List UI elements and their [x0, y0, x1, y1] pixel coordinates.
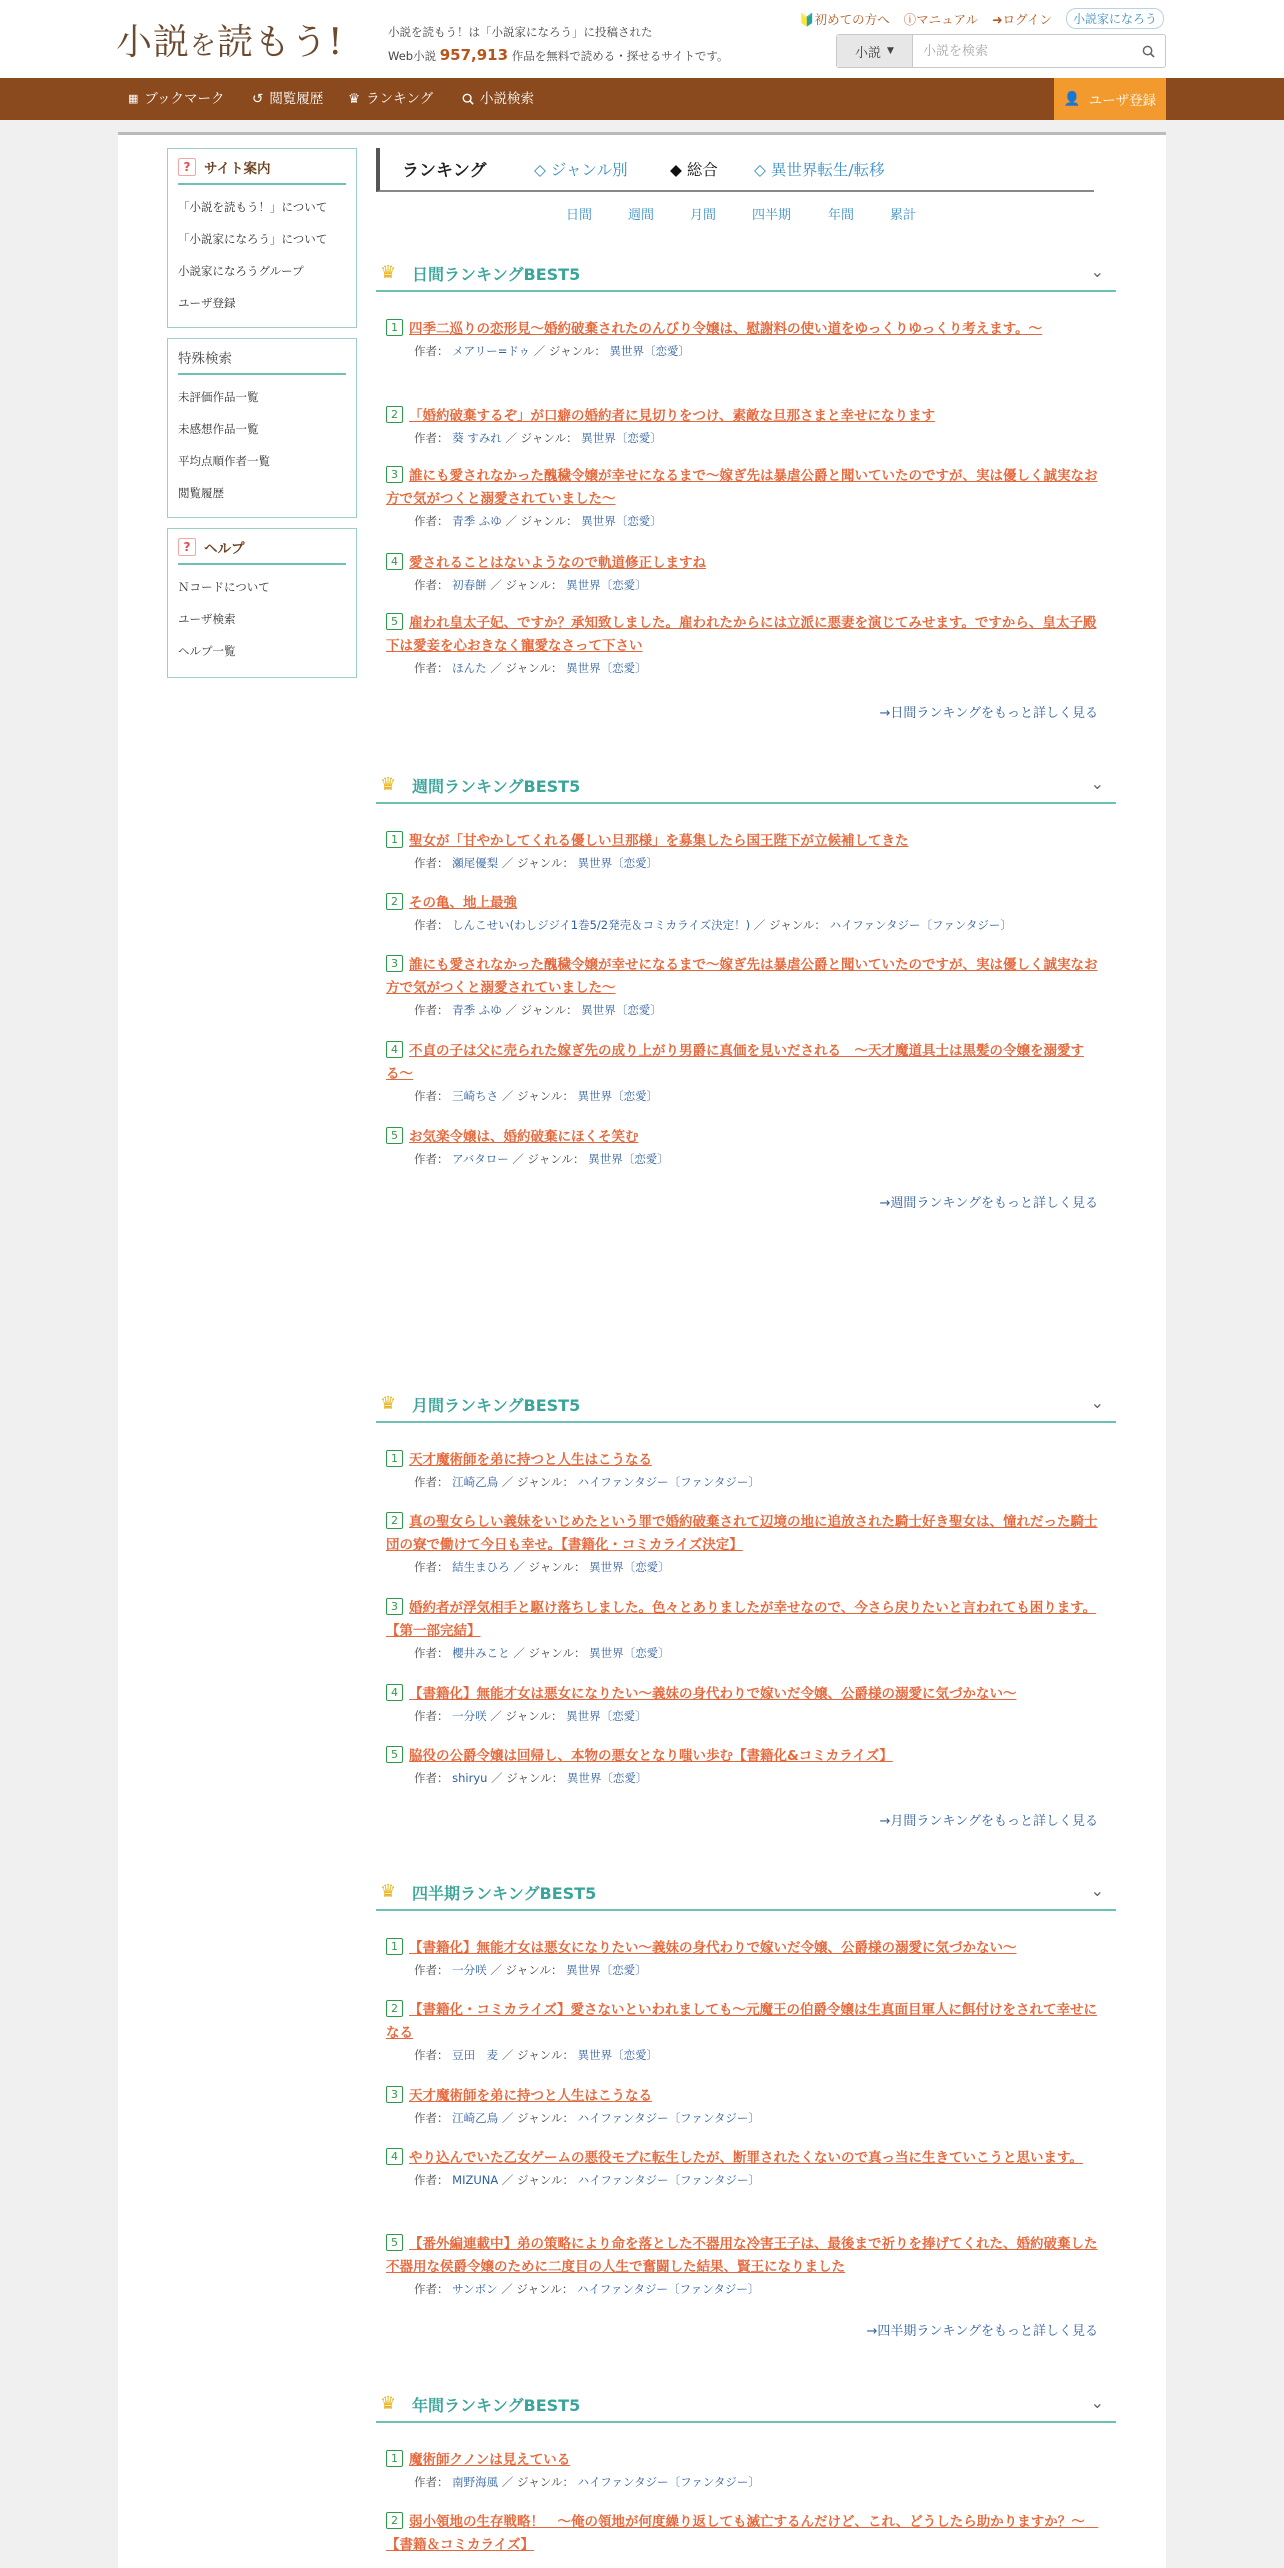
genre-link[interactable]: 異世界〔恋愛〕	[581, 1003, 662, 1017]
sidebar-item-narou-group[interactable]: 小説家になろうグループ	[178, 264, 304, 278]
tab-isekai[interactable]: ◇ 異世界転生/転移	[754, 161, 885, 179]
sidebar-item-about-yomou[interactable]: 「小説を読もう！」について	[178, 200, 328, 214]
genre-link[interactable]: 異世界〔恋愛〕	[581, 431, 662, 445]
section-title: 月間ランキングBEST5	[412, 1396, 581, 1415]
novel-title-link[interactable]: 2 【書籍化・コミカライズ】愛さないといわれましても〜元魔王の伯爵令嬢は生真面目軍人に餌付けをされて幸せになる	[386, 2002, 1097, 2041]
novel-meta: 作者： 櫻井みこと ／ ジャンル： 異世界〔恋愛〕	[414, 1646, 670, 1660]
novel-meta: 作者： 江崎乙鳥 ／ ジャンル： ハイファンタジー〔ファンタジー〕	[414, 1475, 760, 1489]
novel-title-link[interactable]: 1 魔術師クノンは見えている	[386, 2449, 1106, 2472]
genre-link[interactable]: ハイファンタジー〔ファンタジー〕	[577, 2111, 760, 2125]
novel-title-link[interactable]: 5 お気楽令嬢は、婚約破棄にほくそ笑む	[386, 1126, 1106, 1149]
section-header-monthly[interactable]	[376, 1385, 1116, 1423]
section-header-quarterly[interactable]	[376, 1873, 1116, 1911]
more-ranking-link-weekly[interactable]: →週間ランキングをもっと詳しく見る	[879, 1196, 1098, 1211]
author-link[interactable]: ほんた	[452, 661, 487, 675]
rank-badge: 2	[386, 2000, 403, 2017]
novel-meta: 作者： サンボン ／ ジャンル： ハイファンタジー〔ファンタジー〕	[414, 2282, 760, 2296]
novel-title-link[interactable]: 1 【書籍化】無能才女は悪女になりたい〜義妹の身代わりで嫁いだ令嬢、公爵様の溺愛に気づかない〜	[386, 1937, 1106, 1960]
novel-title-link[interactable]: 2 弱小領地の生存戦略！ 〜俺の領地が何度繰り返しても滅亡するんだけど、これ、どうしたら助かりますか？〜 【書籍＆コミカライズ】	[386, 2514, 1099, 2553]
author-link[interactable]: 瀬尾優梨	[452, 856, 499, 870]
novel-title-link[interactable]: 2 その亀、地上最強	[386, 892, 1106, 915]
search-bar	[836, 34, 1166, 68]
ranking-entry	[386, 1126, 1106, 1167]
sidebar-item-unrated[interactable]: 未評価作品一覧	[178, 390, 259, 404]
ranking-entry	[386, 2085, 1106, 2126]
novel-title-link[interactable]: 3 誰にも愛されなかった醜穢令嬢が幸せになるまで〜嫁ぎ先は暴虐公爵と聞いていたのですが、実は優しく誠実なお方で気がつくと溺愛されていました〜	[386, 957, 1098, 996]
period-weekly[interactable]: 週間	[628, 208, 655, 223]
search-icon	[1142, 45, 1155, 58]
author-link[interactable]: 櫻井みこと	[452, 1646, 510, 1660]
chevron-down-icon[interactable]: ⌄	[1090, 262, 1104, 281]
genre-link[interactable]: 異世界〔恋愛〕	[589, 1646, 670, 1660]
rank-badge: 2	[386, 1512, 403, 1529]
section-header-daily[interactable]	[376, 254, 1116, 292]
ranking-entry	[386, 1597, 1106, 1661]
help-circle-icon: ⓘ	[903, 11, 917, 27]
section-title: 年間ランキングBEST5	[412, 2396, 581, 2415]
rank-badge: 4	[386, 1041, 403, 1058]
more-ranking-link-daily[interactable]: →日間ランキングをもっと詳しく見る	[879, 706, 1098, 721]
novel-count: 957,913	[439, 46, 509, 64]
rank-badge: 2	[386, 2512, 403, 2529]
novel-meta: 作者： 結生まひろ ／ ジャンル： 異世界〔恋愛〕	[414, 1560, 670, 1574]
sidebar-heading: ヘルプ	[204, 541, 245, 557]
rank-badge: 1	[386, 319, 403, 336]
period-total[interactable]: 累計	[890, 208, 917, 223]
genre-link[interactable]: 異世界〔恋愛〕	[566, 1963, 647, 1977]
rank-badge: 3	[386, 466, 403, 483]
novel-meta: 作者： メアリー=ドゥ ／ ジャンル： 異世界〔恋愛〕	[414, 344, 690, 358]
ranking-entry	[386, 465, 1106, 529]
nav-ranking[interactable]: ♛ ランキング	[348, 78, 433, 120]
novel-title-link[interactable]: 3 婚約者が浮気相手と駆け落ちしました。色々とありましたが幸せなので、今さら戻りたいと言われても困ります。【第一部完結】	[386, 1600, 1097, 1639]
author-link[interactable]: アバタロー	[452, 1152, 509, 1166]
novel-meta: 作者： 瀬尾優梨 ／ ジャンル： 異世界〔恋愛〕	[414, 856, 659, 870]
genre-link[interactable]: ハイファンタジー〔ファンタジー〕	[577, 2475, 760, 2489]
more-ranking-link-monthly[interactable]: →月間ランキングをもっと詳しく見る	[879, 1814, 1098, 1829]
rank-badge: 3	[386, 1598, 403, 1615]
novel-title-link[interactable]: 4 やり込んでいた乙女ゲームの悪役モブに転生したが、断罪されたくないので真っ当に生きていこうと思います。	[386, 2147, 1106, 2170]
genre-link[interactable]: 異世界〔恋愛〕	[566, 578, 647, 592]
period-yearly[interactable]: 年間	[828, 208, 855, 223]
site-stats: Web小説 957,913 作品を無料で読める・探せるサイトです。	[388, 46, 729, 64]
author-link[interactable]: 青季 ふゆ	[452, 1003, 502, 1017]
history-icon: ↺	[252, 91, 264, 107]
sidebar-special-search	[167, 338, 357, 518]
genre-link[interactable]: 異世界〔恋愛〕	[577, 856, 659, 870]
first-time-link[interactable]: 🔰初めての方へ	[798, 11, 890, 27]
chevron-down-icon[interactable]: ⌄	[1090, 774, 1104, 793]
ranking-entry	[386, 1511, 1106, 1575]
manual-link[interactable]: ⓘマニュアル	[903, 11, 979, 27]
rank-badge: 5	[386, 1746, 403, 1763]
rank-badge: 2	[386, 893, 403, 910]
ranking-entry	[386, 1937, 1106, 1978]
genre-link[interactable]: 異世界〔恋愛〕	[577, 1089, 659, 1103]
crown-icon: ♛	[380, 1881, 397, 1902]
sidebar-item-about-narou[interactable]: 「小説家になろう」について	[178, 232, 328, 246]
period-daily[interactable]: 日間	[566, 208, 593, 223]
rank-badge: 5	[386, 2234, 403, 2251]
genre-link[interactable]: ハイファンタジー〔ファンタジー〕	[577, 1475, 760, 1489]
sidebar-item-no-review[interactable]: 未感想作品一覧	[178, 422, 259, 436]
user-register-button[interactable]: 👤 ユーザ登録	[1054, 78, 1166, 120]
sidebar-item-user-search[interactable]: ユーザ検索	[178, 612, 236, 626]
author-link[interactable]: 葵 すみれ	[452, 431, 502, 445]
author-link[interactable]: 結生まひろ	[452, 1560, 510, 1574]
novel-meta: 作者： アバタロー ／ ジャンル： 異世界〔恋愛〕	[414, 1152, 669, 1166]
section-header-yearly[interactable]	[376, 2385, 1116, 2423]
period-monthly[interactable]: 月間	[690, 208, 717, 223]
genre-link[interactable]: ハイファンタジー〔ファンタジー〕	[577, 2282, 760, 2296]
genre-link[interactable]: 異世界〔恋愛〕	[589, 1560, 670, 1574]
sidebar-site-guide	[167, 148, 357, 328]
novel-title-link[interactable]: 5 脇役の公爵令嬢は回帰し、本物の悪女となり嗤い歩む【書籍化&コミカライズ】	[386, 1745, 1106, 1768]
ranking-entry	[386, 405, 1106, 446]
novel-meta: 作者： 江崎乙鳥 ／ ジャンル： ハイファンタジー〔ファンタジー〕	[414, 2111, 760, 2125]
author-link[interactable]: 一分咲	[452, 1963, 487, 1977]
more-ranking-link-quarterly[interactable]: →四半期ランキングをもっと詳しく見る	[866, 2324, 1098, 2339]
ranking-entry	[386, 954, 1106, 1018]
sidebar-item-history[interactable]: 閲覧履歴	[178, 486, 224, 500]
novel-title-link[interactable]: 3 誰にも愛されなかった醜穢令嬢が幸せになるまで〜嫁ぎ先は暴虐公爵と聞いていたのですが、実は優しく誠実なお方で気がつくと溺愛されていました〜	[386, 468, 1098, 507]
crown-icon: ♛	[380, 774, 397, 795]
top-links	[799, 8, 1164, 29]
novel-title-link[interactable]: 1 聖女が「甘やかしてくれる優しい旦那様」を募集したら国王陛下が立候補してきた	[386, 830, 1106, 853]
ranking-entry	[386, 2147, 1106, 2188]
section-header-weekly[interactable]	[376, 766, 1116, 804]
site-tagline: 小説を読もう！は「小説家になろう」に投稿された	[388, 25, 653, 39]
sidebar-help	[167, 528, 357, 678]
search-type-select[interactable]: 小説 ▼	[837, 35, 913, 67]
ranking-entry	[386, 1449, 1106, 1490]
help-icon: ?	[178, 158, 196, 176]
genre-link[interactable]: 異世界〔恋愛〕	[581, 514, 662, 528]
ranking-entry	[386, 830, 1106, 871]
search-button[interactable]	[1131, 35, 1165, 67]
author-link[interactable]: 江崎乙鳥	[452, 2111, 499, 2125]
author-link[interactable]: shiryu	[452, 1771, 488, 1785]
sidebar-heading: サイト案内	[204, 161, 271, 177]
rank-badge: 5	[386, 1127, 403, 1144]
chevron-down-icon[interactable]: ⌄	[1090, 1881, 1104, 1900]
novel-meta: 作者： MIZUNA ／ ジャンル： ハイファンタジー〔ファンタジー〕	[414, 2173, 760, 2187]
sidebar-heading: 特殊検索	[178, 351, 232, 367]
rank-badge: 4	[386, 553, 403, 570]
nav-novel-search[interactable]: 小説検索	[462, 78, 534, 120]
help-icon: ?	[178, 538, 196, 556]
author-link[interactable]: 豆田 麦	[452, 2048, 499, 2062]
rank-badge: 2	[386, 406, 403, 423]
sidebar-item-help-list[interactable]: ヘルプ一覧	[178, 644, 236, 658]
novel-meta: 作者： 南野海風 ／ ジャンル： ハイファンタジー〔ファンタジー〕	[414, 2475, 760, 2489]
author-link[interactable]: しんこせい(わしジジイ1巻5/2発売＆コミカライズ決定！)	[452, 918, 751, 932]
login-icon: ➜	[992, 11, 1003, 27]
novel-title-link[interactable]: 2 「婚約破棄するぞ」が口癖の婚約者に見切りをつけ、素敵な旦那さまと幸せになります	[386, 405, 1106, 428]
genre-link[interactable]: 異世界〔恋愛〕	[566, 661, 647, 675]
sidebar-item-ncode[interactable]: Ｎコードについて	[178, 580, 270, 594]
rank-badge: 4	[386, 1684, 403, 1701]
novel-title-link[interactable]: 5 雇われ皇太子妃、ですか？承知致しました。雇われたからには立派に悪妻を演じてみせます。ですから、皇太子殿下は愛妾を心おきなく寵愛なさって下さい	[386, 615, 1097, 654]
section-title: 週間ランキングBEST5	[412, 777, 581, 796]
genre-link[interactable]: 異世界〔恋愛〕	[566, 1709, 647, 1723]
tab-overall[interactable]: ◆ 総合	[670, 161, 718, 179]
ranking-entry	[386, 2233, 1106, 2297]
ranking-entry	[386, 1040, 1106, 1104]
chevron-down-icon[interactable]: ⌄	[1090, 1393, 1104, 1412]
novel-meta: 作者： 葵 すみれ ／ ジャンル： 異世界〔恋愛〕	[414, 431, 662, 445]
page-title: ランキング	[402, 161, 487, 181]
rank-badge: 4	[386, 2148, 403, 2165]
crown-icon: ♛	[348, 91, 361, 107]
novel-meta: 作者： ほんた ／ ジャンル： 異世界〔恋愛〕	[414, 661, 647, 675]
author-link[interactable]: 江崎乙鳥	[452, 1475, 499, 1489]
user-icon: 👤	[1063, 91, 1081, 107]
section-title: 日間ランキングBEST5	[412, 265, 581, 284]
author-link[interactable]: 初春餅	[452, 578, 487, 592]
section-title: 四半期ランキングBEST5	[412, 1884, 597, 1903]
search-input[interactable]	[913, 35, 1131, 67]
site-logo[interactable]: 小説を読もう!	[116, 22, 344, 63]
genre-link[interactable]: ハイファンタジー〔ファンタジー〕	[829, 918, 1012, 932]
author-link[interactable]: 南野海風	[452, 2475, 499, 2489]
rank-badge: 3	[386, 955, 403, 972]
novel-title-link[interactable]: 4 愛されることはないようなので軌道修正しますね	[386, 552, 1106, 575]
novel-meta: 作者： 初春餅 ／ ジャンル： 異世界〔恋愛〕	[414, 578, 647, 592]
author-link[interactable]: サンボン	[452, 2282, 498, 2296]
ranking-entry	[386, 612, 1106, 676]
chevron-down-icon: ▼	[887, 46, 894, 56]
novel-meta: 作者： 豆田 麦 ／ ジャンル： 異世界〔恋愛〕	[414, 2048, 659, 2062]
genre-link[interactable]: 異世界〔恋愛〕	[577, 2048, 659, 2062]
rank-badge: 5	[386, 613, 403, 630]
author-link[interactable]: 一分咲	[452, 1709, 487, 1723]
novel-title-link[interactable]: 2 真の聖女らしい義妹をいじめたという罪で婚約破棄されて辺境の地に追放された騎士好き聖女は、憧れだった騎士団の寮で働けて今日も幸せ。【書籍化・コミカライズ決定】	[386, 1514, 1098, 1553]
ranking-entry	[386, 318, 1106, 359]
period-quarterly[interactable]: 四半期	[752, 208, 792, 223]
ranking-entry	[386, 1683, 1106, 1724]
crown-icon: ♛	[380, 262, 397, 283]
tab-genre[interactable]: ◇ ジャンル別	[534, 161, 628, 179]
genre-link[interactable]: 異世界〔恋愛〕	[566, 1771, 648, 1785]
genre-link[interactable]: 異世界〔恋愛〕	[609, 344, 690, 358]
ranking-entry	[386, 552, 1106, 593]
novel-meta: 作者： 青季 ふゆ ／ ジャンル： 異世界〔恋愛〕	[414, 514, 662, 528]
ranking-tabs	[376, 148, 1094, 192]
rank-badge: 1	[386, 1938, 403, 1955]
ranking-entry	[386, 892, 1106, 933]
bookmark-icon: ▦	[128, 92, 139, 105]
author-link[interactable]: MIZUNA	[452, 2173, 499, 2187]
nav-history[interactable]: ↺ 閲覧履歴	[252, 78, 323, 120]
novel-meta: 作者： しんこせい(わしジジイ1巻5/2発売＆コミカライズ決定！) ／ ジャンル： ハイファンタジー〔ファンタジー〕	[414, 918, 1012, 932]
site-header	[0, 0, 1284, 78]
sidebar-item-avg-score[interactable]: 平均点順作者一覧	[178, 454, 270, 468]
narou-site-link[interactable]: 小説家になろう	[1066, 8, 1164, 29]
chevron-down-icon[interactable]: ⌄	[1090, 2393, 1104, 2412]
novel-meta: 作者： 青季 ふゆ ／ ジャンル： 異世界〔恋愛〕	[414, 1003, 662, 1017]
novel-title-link[interactable]: 5 【番外編連載中】弟の策略により命を落とした不器用な冷害王子は、最後まで祈りを捧げてくれた、婚約破棄した不器用な侯爵令嬢のために二度目の人生で奮闘した結果、賢王になりました	[386, 2236, 1098, 2275]
genre-link[interactable]: 異世界〔恋愛〕	[588, 1152, 669, 1166]
author-link[interactable]: 青季 ふゆ	[452, 514, 502, 528]
novel-title-link[interactable]: 4 【書籍化】無能才女は悪女になりたい〜義妹の身代わりで嫁いだ令嬢、公爵様の溺愛に気づかない〜	[386, 1683, 1106, 1706]
rank-badge: 1	[386, 1450, 403, 1467]
rank-badge: 3	[386, 2086, 403, 2103]
novel-meta: 作者： shiryu ／ ジャンル： 異世界〔恋愛〕	[414, 1771, 648, 1785]
rank-badge: 1	[386, 831, 403, 848]
novel-meta: 作者： 一分咲 ／ ジャンル： 異世界〔恋愛〕	[414, 1963, 647, 1977]
ranking-entry	[386, 2511, 1106, 2557]
login-link[interactable]: ➜ログイン	[992, 11, 1052, 27]
author-link[interactable]: メアリー=ドゥ	[452, 344, 531, 358]
rank-badge: 1	[386, 2450, 403, 2467]
ranking-entry	[386, 2449, 1106, 2490]
nav-bookmark[interactable]: ▦ ブックマーク	[128, 78, 224, 120]
novel-title-link[interactable]: 3 天才魔術師を弟に持つと人生はこうなる	[386, 2085, 1106, 2108]
novel-title-link[interactable]: 1 四季二巡りの恋形見〜婚約破棄されたのんびり令嬢は、慰謝料の使い道をゆっくりゆっくり考えます。〜	[386, 318, 1106, 341]
novel-title-link[interactable]: 4 不貞の子は父に売られた嫁ぎ先の成り上がり男爵に真価を見いだされる 〜天才魔道具士は黒髪の令嬢を溺愛する〜	[386, 1043, 1084, 1082]
search-icon	[462, 93, 474, 105]
genre-link[interactable]: ハイファンタジー〔ファンタジー〕	[577, 2173, 760, 2187]
author-link[interactable]: 三崎ちさ	[452, 1089, 499, 1103]
ranking-entry	[386, 1745, 1106, 1786]
novel-meta: 作者： 一分咲 ／ ジャンル： 異世界〔恋愛〕	[414, 1709, 647, 1723]
novel-title-link[interactable]: 1 天才魔術師を弟に持つと人生はこうなる	[386, 1449, 1106, 1472]
novel-meta: 作者： 三崎ちさ ／ ジャンル： 異世界〔恋愛〕	[414, 1089, 659, 1103]
crown-icon: ♛	[380, 2393, 397, 2414]
sidebar-item-user-register[interactable]: ユーザ登録	[178, 296, 236, 310]
crown-icon: ♛	[380, 1393, 397, 1414]
period-links	[566, 204, 952, 223]
ranking-entry	[386, 1999, 1106, 2063]
